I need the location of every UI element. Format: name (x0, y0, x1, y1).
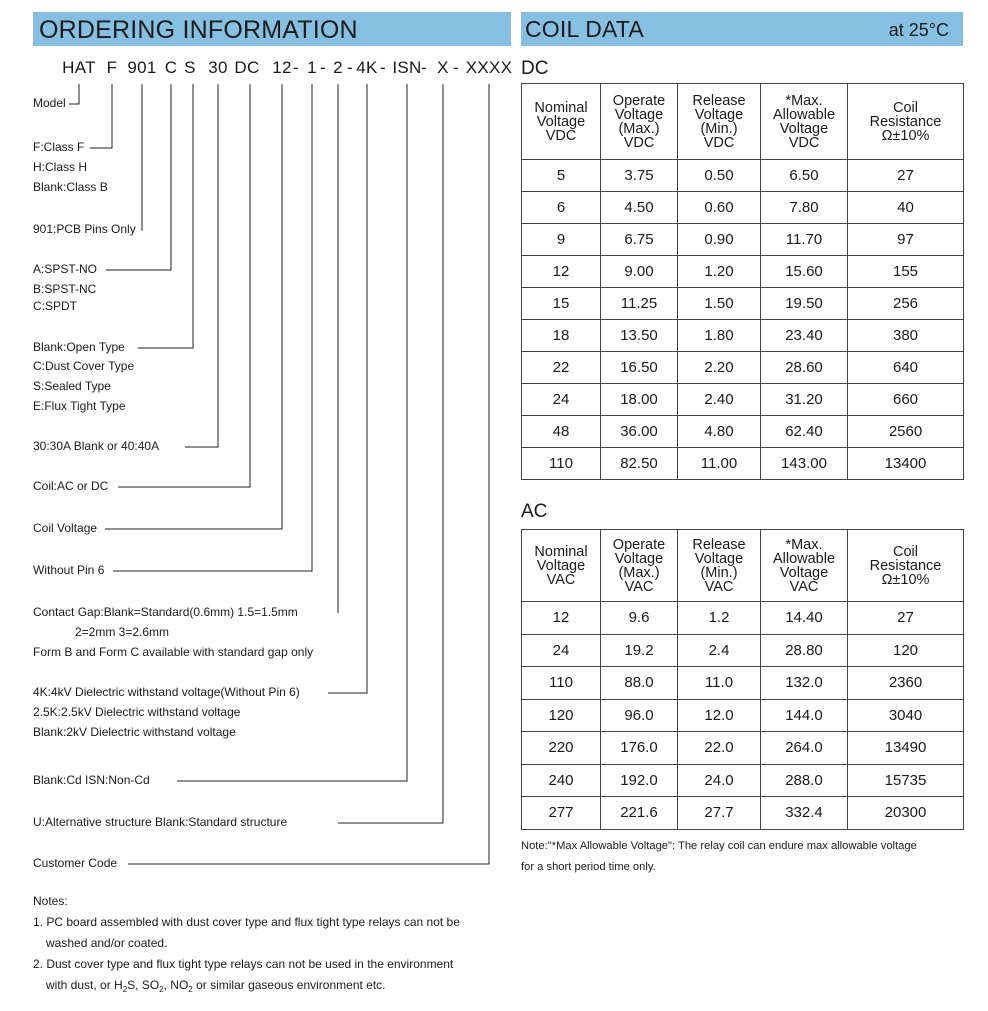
leader-line (90, 84, 112, 148)
leader-line (106, 84, 171, 270)
table-cell: 380 (848, 320, 964, 352)
coil-data-title: COIL DATA (525, 16, 644, 42)
table-cell: 27.7 (678, 797, 761, 830)
table-row (522, 797, 964, 830)
table-cell: 15735 (848, 764, 964, 797)
table-cell: 9 (522, 224, 601, 256)
table-cell: 18.00 (601, 384, 678, 416)
table-row (522, 667, 964, 700)
table-cell: 144.0 (761, 699, 848, 732)
table-cell: 28.80 (761, 634, 848, 667)
code-token: C (164, 58, 178, 77)
table-cell: 6.75 (601, 224, 678, 256)
table-cell: 9.00 (601, 256, 678, 288)
code-token: DC (234, 58, 260, 77)
note-2-line-2: with dust, or $H_2S$, $SO_2$, $NO_2$ or similar gaseous environment etc. (46, 978, 386, 995)
leader-line (338, 84, 443, 823)
ordering-label: A:SPST-NO (33, 262, 98, 276)
table-row (522, 764, 964, 797)
table-cell: 155 (848, 256, 964, 288)
code-token: 901 (127, 58, 157, 77)
table-cell: 28.60 (761, 352, 848, 384)
code-separator: - (421, 58, 427, 77)
leader-line (328, 84, 367, 693)
table-cell: 27 (848, 602, 964, 635)
table-cell: 16.50 (601, 352, 678, 384)
table-cell: 11.0 (678, 667, 761, 700)
table-cell: 12 (522, 256, 601, 288)
leader-line (128, 84, 489, 864)
table-row (522, 384, 964, 416)
table-row (522, 634, 964, 667)
code-token: ISN (392, 58, 422, 77)
table-row (522, 732, 964, 765)
notes-heading: Notes: (33, 894, 68, 908)
leader-line (118, 84, 250, 487)
table-cell: 12.0 (678, 699, 761, 732)
dc-section-label: DC (521, 58, 549, 79)
table-cell: 2.20 (678, 352, 761, 384)
code-token: 1 (307, 58, 317, 77)
dc-table-body (522, 160, 964, 480)
ordering-label: Model (33, 96, 66, 110)
table-cell: 13490 (848, 732, 964, 765)
table-row (522, 320, 964, 352)
table-cell: 120 (522, 699, 601, 732)
table-row (522, 256, 964, 288)
table-cell: 1.20 (678, 256, 761, 288)
table-cell: 6.50 (761, 160, 848, 192)
ordering-label: Without Pin 6 (33, 563, 105, 577)
table-cell: 23.40 (761, 320, 848, 352)
table-cell: 2560 (848, 416, 964, 448)
table-cell: 88.0 (601, 667, 678, 700)
table-cell: 6 (522, 192, 601, 224)
table-cell: 3040 (848, 699, 964, 732)
ordering-label: 901:PCB Pins Only (33, 222, 136, 236)
table-cell: 2360 (848, 667, 964, 700)
ordering-label: C:SPDT (33, 299, 78, 313)
table-cell: 12 (522, 602, 601, 635)
ordering-label: Blank:Open Type (33, 340, 125, 354)
ordering-label: Blank:2kV Dielectric withstand voltage (33, 725, 236, 739)
table-cell: 27 (848, 160, 964, 192)
table-cell: 110 (522, 667, 601, 700)
table-cell: 96.0 (601, 699, 678, 732)
table-cell: 1.2 (678, 602, 761, 635)
ordering-label: C:Dust Cover Type (33, 359, 135, 373)
ac-column-header: Coil Resistance Ω±10% (848, 530, 964, 602)
dc-table-header-row (522, 84, 964, 160)
ac-section-label: AC (521, 501, 548, 522)
table-cell: 11.25 (601, 288, 678, 320)
ordering-label: U:Alternative structure Blank:Standard structure (33, 815, 288, 829)
leader-line (142, 84, 143, 230)
coil-data-header (521, 12, 963, 46)
leader-line (69, 84, 79, 104)
table-cell: 2.4 (678, 634, 761, 667)
note-2-line-1: 2. Dust cover type and flux tight type relays can not be used in the environment (33, 957, 454, 971)
table-cell: 143.00 (761, 448, 848, 480)
leader-line (185, 84, 218, 447)
table-cell: 5 (522, 160, 601, 192)
code-token: F (106, 58, 118, 77)
ordering-label: Coil Voltage (33, 521, 98, 535)
table-cell: 82.50 (601, 448, 678, 480)
table-cell: 13400 (848, 448, 964, 480)
table-cell: 256 (848, 288, 964, 320)
table-cell: 120 (848, 634, 964, 667)
table-cell: 14.40 (761, 602, 848, 635)
code-token: 12 (272, 58, 292, 77)
table-cell: 18 (522, 320, 601, 352)
table-cell: 22.0 (678, 732, 761, 765)
table-cell: 22 (522, 352, 601, 384)
table-cell: 36.00 (601, 416, 678, 448)
table-cell: 24 (522, 634, 601, 667)
dc-column-header: Coil Resistance Ω±10% (848, 84, 964, 160)
code-token: 30 (208, 58, 228, 77)
table-cell: 2.40 (678, 384, 761, 416)
table-cell: 19.50 (761, 288, 848, 320)
table-cell: 277 (522, 797, 601, 830)
table-cell: 132.0 (761, 667, 848, 700)
code-separator: - (380, 58, 386, 77)
table-cell: 220 (522, 732, 601, 765)
table-row (522, 160, 964, 192)
table-cell: 110 (522, 448, 601, 480)
table-cell: 62.40 (761, 416, 848, 448)
ordering-label: 2.5K:2.5kV Dielectric withstand voltage (33, 705, 241, 719)
table-cell: 332.4 (761, 797, 848, 830)
ordering-label: Contact Gap:Blank=Standard(0.6mm) 1.5=1.5mm (33, 605, 298, 619)
table-cell: 24.0 (678, 764, 761, 797)
table-cell: 0.60 (678, 192, 761, 224)
code-token: X (437, 58, 449, 77)
table-cell: 1.50 (678, 288, 761, 320)
ordering-label: Blank:Cd ISN:Non-Cd (33, 773, 150, 787)
ordering-info-title: ORDERING INFORMATION (39, 16, 358, 44)
table-row (522, 192, 964, 224)
code-token: S (184, 58, 196, 77)
table-cell: 11.00 (678, 448, 761, 480)
code-separator: - (320, 58, 326, 77)
table-cell: 13.50 (601, 320, 678, 352)
table-cell: 660 (848, 384, 964, 416)
table-cell: 40 (848, 192, 964, 224)
ordering-label: H:Class H (33, 160, 88, 174)
temperature-note: at 25°C (888, 20, 949, 40)
leader-line (177, 84, 407, 781)
ac-column-header: Release Voltage (Min.) VAC (678, 530, 761, 602)
table-cell: 240 (522, 764, 601, 797)
table-cell: 4.50 (601, 192, 678, 224)
footnote-line-2: for a short period time only. (521, 861, 656, 873)
note-1-line-1: 1. PC board assembled with dust cover type and flux tight type relays can not be (33, 915, 460, 929)
ordering-label: E:Flux Tight Type (33, 399, 126, 413)
ac-coil-table (521, 529, 964, 830)
dc-column-header: *Max. Allowable Voltage VDC (761, 84, 848, 160)
code-separator: - (453, 58, 459, 77)
ordering-label: Coil:AC or DC (33, 479, 109, 493)
ac-table-header-row (522, 530, 964, 602)
table-cell: 0.90 (678, 224, 761, 256)
table-cell: 176.0 (601, 732, 678, 765)
ordering-label: 2=2mm 3=2.6mm (75, 625, 170, 639)
max-voltage-footnote (521, 836, 917, 878)
leader-line (138, 84, 193, 348)
code-token: XXXX (465, 58, 513, 77)
table-cell: 48 (522, 416, 601, 448)
ac-column-header: Operate Voltage (Max.) VAC (601, 530, 678, 602)
dc-column-header: Nominal Voltage VDC (522, 84, 601, 160)
dc-column-header: Release Voltage (Min.) VDC (678, 84, 761, 160)
table-row (522, 288, 964, 320)
table-row (522, 699, 964, 732)
table-cell: 0.50 (678, 160, 761, 192)
ordering-label: 4K:4kV Dielectric withstand voltage(Without Pin 6) (33, 685, 300, 699)
footnote-line-1: Note:"*Max Allowable Voltage": The relay coil can endure max allowable voltage (521, 840, 917, 852)
table-row (522, 416, 964, 448)
ordering-label: S:Sealed Type (33, 379, 111, 393)
dc-column-header: Operate Voltage (Max.) VDC (601, 84, 678, 160)
ac-column-header: Nominal Voltage VAC (522, 530, 601, 602)
table-cell: 9.6 (601, 602, 678, 635)
table-cell: 640 (848, 352, 964, 384)
table-row (522, 602, 964, 635)
table-cell: 3.75 (601, 160, 678, 192)
table-row (522, 448, 964, 480)
table-cell: 264.0 (761, 732, 848, 765)
ordering-label: Blank:Class B (33, 180, 108, 194)
table-cell: 221.6 (601, 797, 678, 830)
table-cell: 97 (848, 224, 964, 256)
code-token: HAT (62, 58, 96, 77)
table-cell: 288.0 (761, 764, 848, 797)
ac-table-body (522, 602, 964, 830)
note-1-line-2: washed and/or coated. (46, 936, 168, 950)
table-cell: 20300 (848, 797, 964, 830)
ordering-label: F:Class F (33, 140, 85, 154)
ordering-label: Customer Code (33, 856, 118, 870)
code-separator: - (293, 58, 299, 77)
table-cell: 31.20 (761, 384, 848, 416)
code-token: 2 (333, 58, 343, 77)
table-cell: 19.2 (601, 634, 678, 667)
table-cell: 1.80 (678, 320, 761, 352)
table-cell: 11.70 (761, 224, 848, 256)
table-cell: 4.80 (678, 416, 761, 448)
table-row (522, 224, 964, 256)
ac-column-header: *Max. Allowable Voltage VAC (761, 530, 848, 602)
ordering-label: 30:30A Blank or 40:40A (33, 439, 160, 453)
table-cell: 7.80 (761, 192, 848, 224)
table-cell: 192.0 (601, 764, 678, 797)
dc-coil-table (521, 83, 964, 480)
ordering-label: B:SPST-NC (33, 282, 97, 296)
code-token: 4K (356, 58, 378, 77)
table-cell: 24 (522, 384, 601, 416)
table-row (522, 352, 964, 384)
table-cell: 15.60 (761, 256, 848, 288)
table-cell: 15 (522, 288, 601, 320)
ordering-label: Form B and Form C available with standard gap only (33, 645, 314, 659)
ordering-notes (33, 891, 460, 1000)
code-separator: - (347, 58, 353, 77)
